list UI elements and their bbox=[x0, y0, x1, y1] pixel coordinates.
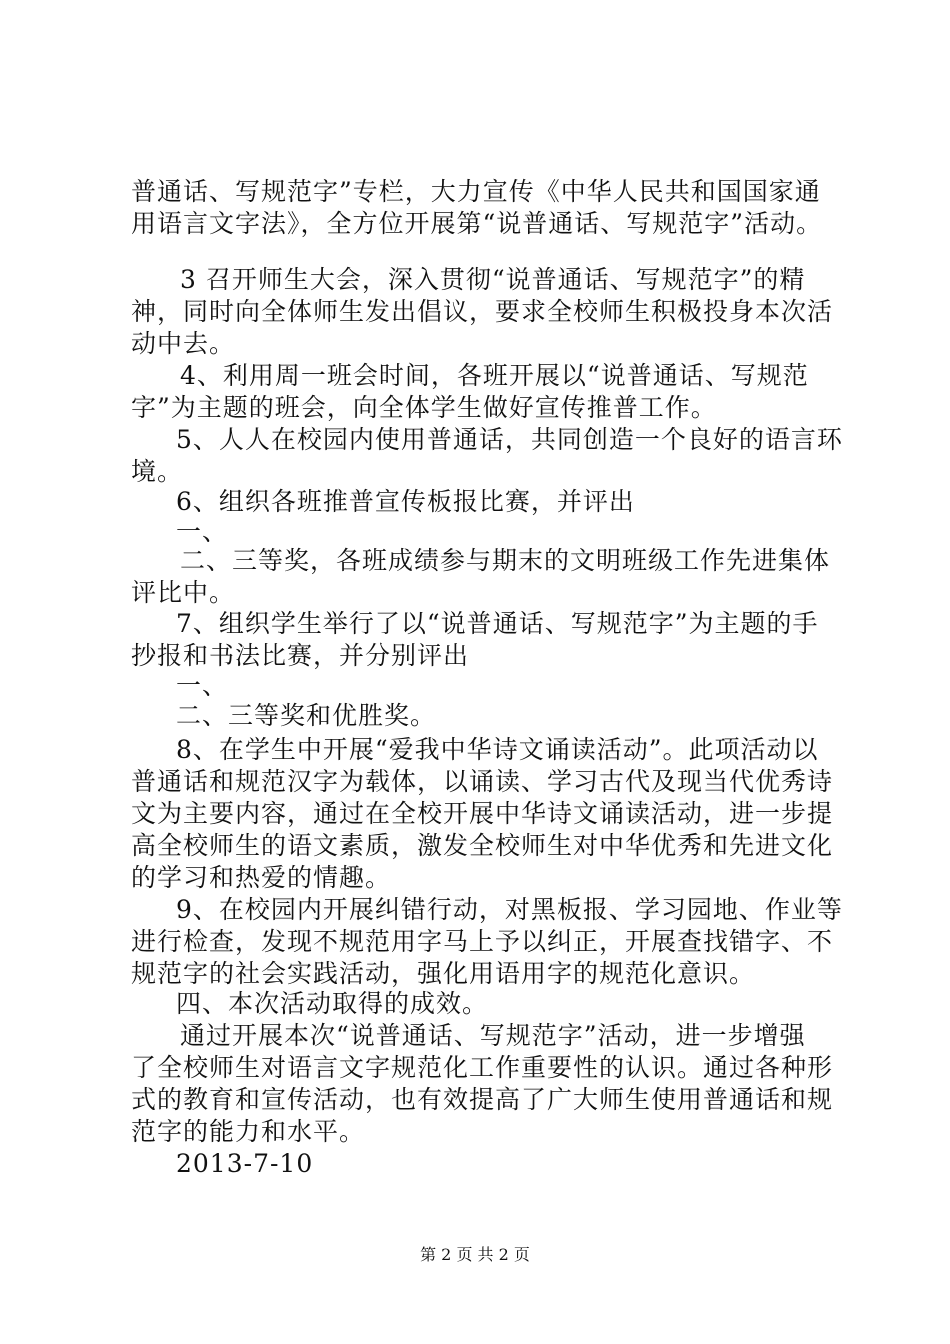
text-line: 抄报和书法比赛，并分别评出 bbox=[131, 641, 470, 670]
text-line: 字”为主题的班会，向全体学生做好宣传推普工作。 bbox=[131, 393, 717, 422]
text-line: 规范字的社会实践活动，强化用语用字的规范化意识。 bbox=[131, 959, 756, 988]
text-line: 用语言文字法》，全方位开展第“说普通话、写规范字”活动。 bbox=[131, 209, 823, 238]
text-line: 动中去。 bbox=[131, 329, 236, 358]
text-line: 一、 bbox=[176, 517, 229, 546]
text-line: 式的教育和宣传活动，也有效提高了广大师生使用普通话和规 bbox=[131, 1085, 834, 1114]
document-date: 2013-7-10 bbox=[176, 1149, 314, 1178]
text-line: 9、在校园内开展纠错行动，对黑板报、学习园地、作业等 bbox=[176, 895, 843, 924]
text-line: 境。 bbox=[131, 457, 184, 486]
text-line: 5、人人在校园内使用普通话，共同创造一个良好的语言环 bbox=[176, 425, 843, 454]
page-number-footer: 第 2 页 共 2 页 bbox=[420, 1245, 530, 1264]
text-line: 文为主要内容，通过在全校开展中华诗文诵读活动，进一步提 bbox=[131, 799, 834, 828]
text-line: 评比中。 bbox=[131, 578, 236, 607]
text-line: 3 召开师生大会，深入贯彻“说普通话、写规范字”的精 bbox=[180, 265, 806, 294]
text-line: 普通话和规范汉字为载体，以诵读、学习古代及现当代优秀诗 bbox=[131, 767, 834, 796]
text-line: 7、组织学生举行了以“说普通话、写规范字”为主题的手 bbox=[176, 609, 819, 638]
text-line: 二、三等奖和优胜奖。 bbox=[176, 701, 437, 730]
text-line: 普通话、写规范字”专栏，大力宣传《中华人民共和国国家通 bbox=[131, 177, 821, 206]
text-line: 范字的能力和水平。 bbox=[131, 1117, 366, 1146]
text-line: 进行检查，发现不规范用字马上予以纠正，开展查找错字、不 bbox=[131, 927, 834, 956]
text-line: 通过开展本次“说普通话、写规范字”活动，进一步增强 bbox=[180, 1021, 806, 1050]
section-heading: 四、本次活动取得的成效。 bbox=[176, 989, 489, 1018]
text-line: 高全校师生的语文素质，激发全校师生对中华优秀和先进文化 bbox=[131, 831, 834, 860]
text-line: 了全校师生对语言文字规范化工作重要性的认识。通过各种形 bbox=[131, 1053, 834, 1082]
text-line: 二、三等奖，各班成绩参与期末的文明班级工作先进集体 bbox=[180, 546, 831, 575]
text-line: 一、 bbox=[176, 671, 229, 700]
text-line: 6、组织各班推普宣传板报比赛，并评出 bbox=[176, 487, 635, 516]
text-line: 神，同时向全体师生发出倡议，要求全校师生积极投身本次活 bbox=[131, 297, 834, 326]
text-line: 4、利用周一班会时间，各班开展以“说普通话、写规范 bbox=[180, 361, 809, 390]
text-line: 8、在学生中开展“爱我中华诗文诵读活动”。此项活动以 bbox=[176, 735, 819, 764]
text-line: 的学习和热爱的情趣。 bbox=[131, 863, 392, 892]
